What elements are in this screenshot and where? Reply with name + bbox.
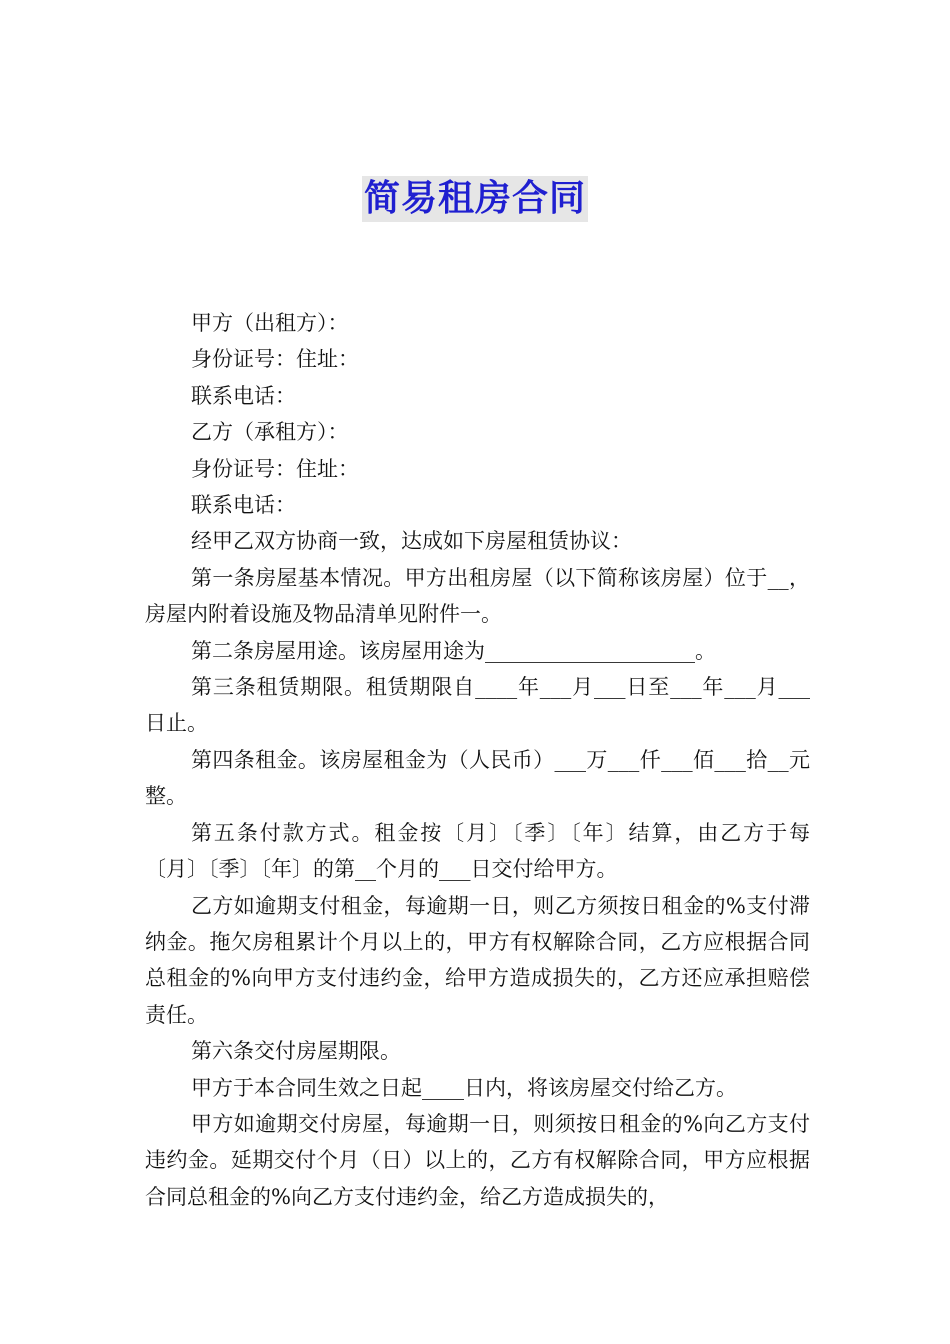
paragraph-party-b: 乙方（承租方）： (191, 420, 349, 445)
paragraph-party-b-id-address: 身份证号：住址： (191, 456, 359, 481)
paragraph-party-b-phone: 联系电话： (191, 493, 296, 518)
paragraph-article-1: 第一条房屋基本情况。甲方出租房屋（以下简称该房屋）位于__，房屋内附着设施及物品清单见附件一。 (145, 565, 810, 627)
paragraph-late-payment: 乙方如逾期支付租金，每逾期一日，则乙方须按日租金的%支付滞纳金。拖欠房租累计个月以上的，甲方有权解除合同，乙方应根据合同总租金的%向甲方支付违约金，给甲方造成损失的，乙方还应承担赔偿责任。 (145, 893, 810, 1027)
title-container (0, 176, 950, 222)
paragraph-article-4: 第四条租金。该房屋租金为（人民币）___万___仟___佰___拾__元整。 (145, 747, 810, 809)
paragraph-delivery-term: 甲方于本合同生效之日起____日内，将该房屋交付给乙方。 (191, 1075, 737, 1100)
paragraph-article-2: 第二条房屋用途。该房屋用途为____________________。 (191, 638, 716, 663)
document-title: 简易租房合同 (362, 176, 588, 222)
paragraph-article-6: 第六条交付房屋期限。 (191, 1039, 401, 1064)
paragraph-late-delivery: 甲方如逾期交付房屋，每逾期一日，则须按日租金的%向乙方支付违约金。延期交付个月（日）以上的，乙方有权解除合同，甲方应根据合同总租金的%向乙方支付违约金，给乙方造成损失的， (145, 1111, 810, 1209)
document-body (145, 305, 810, 1215)
paragraph-party-a-id-address: 身份证号：住址： (191, 347, 359, 372)
paragraph-party-a-phone: 联系电话： (191, 383, 296, 408)
paragraph-party-a: 甲方（出租方）： (191, 311, 349, 335)
paragraph-agreement-intro: 经甲乙双方协商一致，达成如下房屋租赁协议： (191, 529, 632, 554)
paragraph-article-3: 第三条租赁期限。租赁期限自____年___月___日至___年___月___日止。 (145, 675, 810, 736)
paragraph-article-5: 第五条付款方式。租金按〔月〕〔季〕〔年〕结算，由乙方于每〔月〕〔季〕〔年〕的第__个月的___日交付给甲方。 (145, 820, 810, 882)
